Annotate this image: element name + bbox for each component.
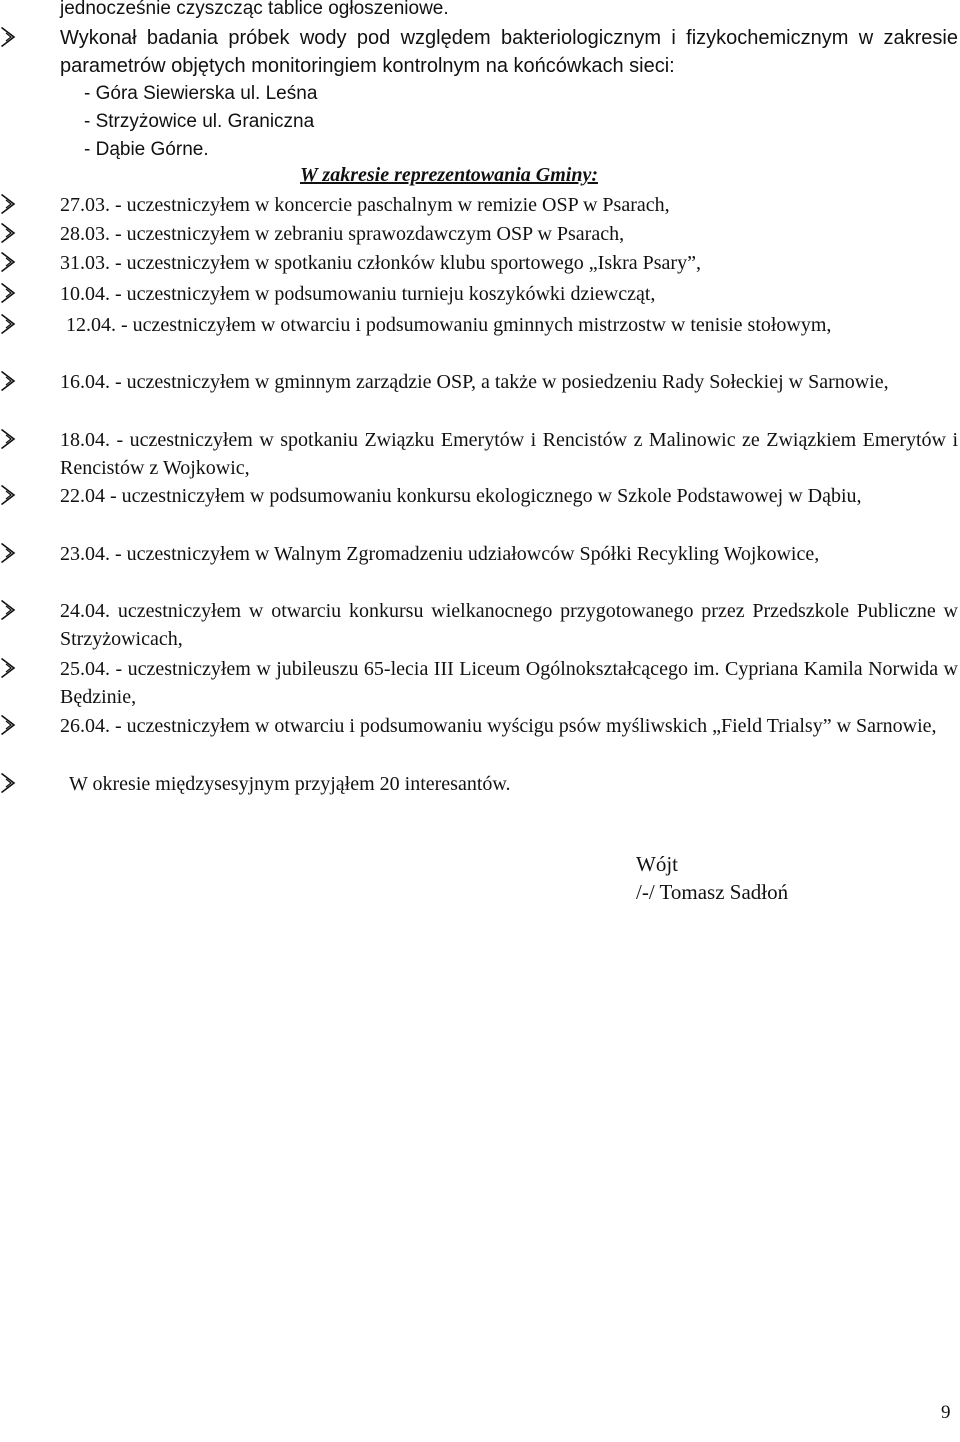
arrow-bullet-icon (0, 484, 16, 506)
signature-name: /-/ Tomasz Sadłoń (636, 880, 789, 904)
list-item-text: W okresie międzysesyjnym przyjąłem 20 interesantów. (69, 773, 511, 795)
list-item-text: Wykonał badania próbek wody pod względem bakteriologicznym i fizykochemicznym w zakresie parametrów objętych monitoringiem kontrolnym na końcówkach sieci: (60, 27, 958, 77)
arrow-bullet-icon (0, 282, 16, 304)
list-item-text: 24.04. uczestniczyłem w otwarciu konkursu wielkanocnego przygotowanego przez Przedszkole Publiczne w Strzyżowicach, (60, 600, 958, 650)
list-item-text: 18.04. - uczestniczyłem w spotkaniu Związku Emerytów i Rencistów z Malinowic ze Związkiem Emerytów i Rencistów z Wojkowic, (60, 429, 958, 479)
list-item-water-tests (0, 24, 958, 80)
arrow-bullet-icon (0, 251, 16, 273)
list-item-text: 26.04. - uczestniczyłem w otwarciu i podsumowaniu wyścigu psów myśliwskich „Field Trialsy” w Sarnowie, (60, 715, 937, 737)
arrow-bullet-icon (0, 428, 16, 450)
list-item-text: 25.04. - uczestniczyłem w jubileuszu 65-lecia III Liceum Ogólnokształcącego im. Cypriana Kamila Norwida w Będzinie, (60, 658, 958, 708)
arrow-bullet-icon (0, 26, 16, 48)
list-item-text: 22.04 - uczestniczyłem w podsumowaniu konkursu ekologicznego w Szkole Podstawowej w Dąbiu, (60, 485, 862, 507)
list-item-text: 31.03. - uczestniczyłem w spotkaniu członków klubu sportowego „Iskra Psary”, (60, 252, 701, 274)
list-item-text: 10.04. - uczestniczyłem w podsumowaniu turnieju koszykówki dziewcząt, (60, 283, 656, 305)
list-item-text: 23.04. - uczestniczyłem w Walnym Zgromadzeniu udziałowców Spółki Recykling Wojkowice, (60, 543, 820, 565)
arrow-bullet-icon (0, 193, 16, 215)
arrow-bullet-icon (0, 657, 16, 679)
arrow-bullet-icon (0, 772, 16, 794)
page-number: 9 (941, 1402, 951, 1423)
arrow-bullet-icon (0, 222, 16, 244)
list-item-text: 27.03. - uczestniczyłem w koncercie paschalnym w remizie OSP w Psarach, (60, 194, 670, 216)
location-3: - Dąbie Górne. (84, 139, 209, 160)
signature-title: Wójt (636, 852, 678, 876)
arrow-bullet-icon (0, 599, 16, 621)
arrow-bullet-icon (0, 714, 16, 736)
continued-line: jednocześnie czyszcząc tablice ogłoszeniowe. (60, 0, 449, 19)
location-1: - Góra Siewierska ul. Leśna (84, 83, 318, 104)
list-item-text: 16.04. - uczestniczyłem w gminnym zarządzie OSP, a także w posiedzeniu Rady Sołeckiej w Sarnowie, (60, 371, 889, 393)
location-2: - Strzyżowice ul. Graniczna (84, 111, 315, 132)
arrow-bullet-icon (0, 370, 16, 392)
arrow-bullet-icon (0, 542, 16, 564)
arrow-bullet-icon (0, 313, 16, 335)
section-heading: W zakresie reprezentowania Gminy: (300, 164, 598, 186)
list-item-text: 12.04. - uczestniczyłem w otwarciu i podsumowaniu gminnych mistrzostw w tenisie stołowym, (66, 314, 832, 336)
list-item-text: 28.03. - uczestniczyłem w zebraniu sprawozdawczym OSP w Psarach, (60, 223, 625, 245)
